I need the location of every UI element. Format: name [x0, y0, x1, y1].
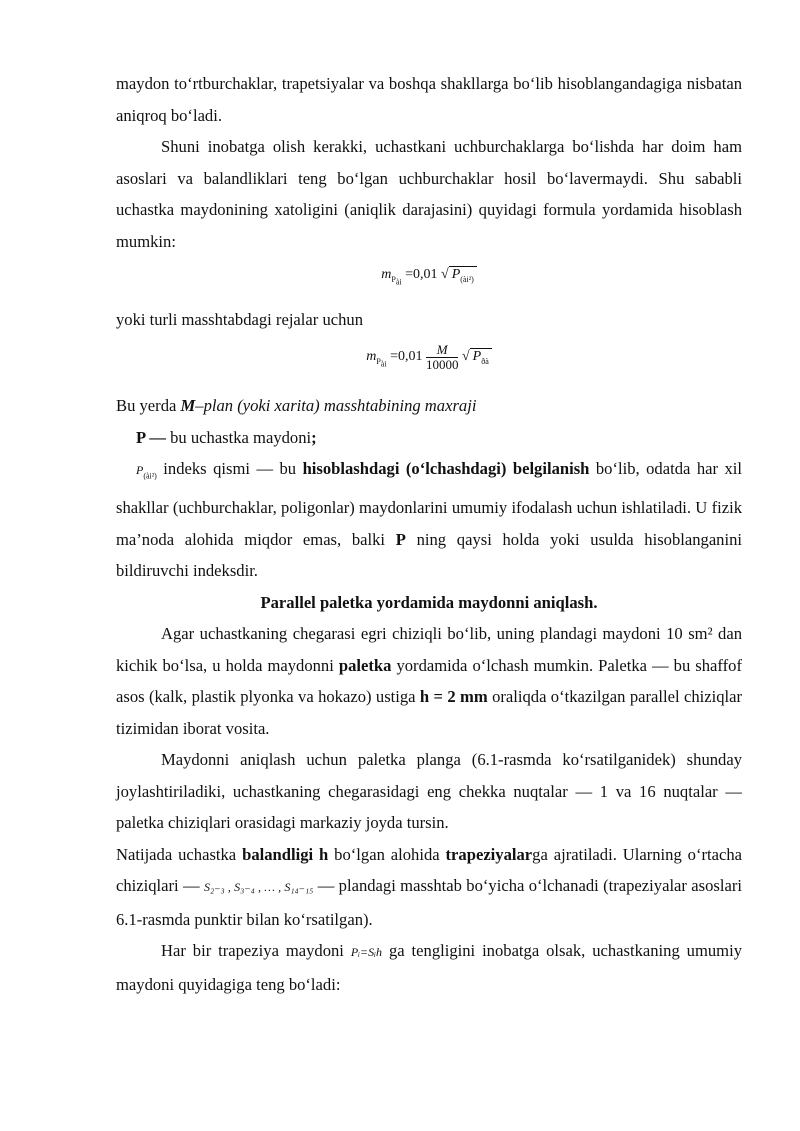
midline-formula: S₂₋₃ , S₃₋₄ , … , S₁₄₋₁₅ [203, 880, 314, 895]
paragraph-8: Maydonni aniqlash uchun paletka planga (6.1-rasmda ko‘rsatilganidek) shunday joylashtiriladiki, uchastkaning chegarasidagi eng chekka nuqtalar — 1 va 16 nuqtalar — paletka chiziqlari orasidagi markaziy joyda tursin. [116, 750, 742, 833]
paragraph-4: Bu yerda M–plan (yoki xarita) masshtabining maxraji [116, 396, 477, 416]
paragraph-2: Shuni inobatga olish kerakki, uchastkani uchburchaklarga bo‘lishda har doim ham asoslari va balandliklari teng bo‘lgan uchburchaklar hosil bo‘lavermaydi. Shu sababli uchastka maydonining xatoligini (aniqlik darajasini) quyidagi formula yordamida hisoblash mumkin: [116, 137, 742, 251]
paragraph-6: $P_{(ài^2)}$ indeks qismi — bu hisoblashdagi (o‘lchashdagi) belgilanish bo‘lib, odatda har xil shakllar (uchburchaklar, poligonlar) maydonlarini umumiy ifodalash uchun ishlatiladi. U fizik ma’noda alohida miqdor emas, balki P ning qaysi holda yoki usulda hisoblanganini bildiruvchi indeksdir. [116, 459, 742, 581]
paragraph-9: Natijada uchastka balandligi h bo‘lgan alohida trapeziyalarga ajratiladi. Ularning o‘rtacha chiziqlari — S₂₋₃ , S₃₋₄ , … , S₁₄₋₁₅ — plandagi masshtab bo‘yicha o‘lchanadi (trapeziyalar asoslari 6.1-rasmda punktir bilan ko‘rsatilgan). [116, 844, 743, 929]
trapezoid-area-formula: Pᵢ=Sᵢh [350, 945, 383, 960]
section-heading: Parallel paletka yordamida maydonni aniqlash. [260, 592, 598, 612]
paragraph-10: Har bir trapeziya maydoni Pᵢ=Sᵢh ga tengligini inobatga olsak, uchastkaning umumiy maydoni quyidagiga teng bo‘ladi: [116, 941, 742, 994]
fraction: $\frac{M}{10000}$ [425, 341, 459, 372]
paragraph-7: Agar uchastkaning chegarasi egri chiziqli bo‘lib, uning plandagi maydoni 10 sm² dan kichik bo‘lsa, u holda maydonni paletka yordamida o‘lchash mumkin. Paletka — bu shaffof asos (kalk, plastik plyonka va hokazo) ustiga h = 2 mm oraliqda o‘tkazilgan parallel chiziqlar tizimidan iborat vosita. [116, 624, 742, 738]
document-body [116, 68, 742, 1000]
formula-accuracy: $m_{P_{ài}} =0,01$ √ $P_{(ài^2)}$ [116, 259, 742, 298]
paragraph-1: maydon to‘rtburchaklar, trapetsiyalar va boshqa shakllarga bo‘lib hisoblangandagiga nisbatan aniqroq bo‘ladi. [116, 74, 742, 125]
sqrt-symbol: √ $P_{ðà}$ [462, 341, 492, 377]
paragraph-5: P — bu uchastka maydoni; [136, 427, 317, 447]
sqrt-symbol: √ $P_{(ài^2)}$ [441, 259, 477, 295]
formula-scale: $m_{P_{ài}} =0,01$ $\frac{M}{10000}$ √ $P_{ðà}$ [116, 341, 742, 380]
paragraph-3: yoki turli masshtabdagi rejalar uchun [116, 309, 363, 329]
